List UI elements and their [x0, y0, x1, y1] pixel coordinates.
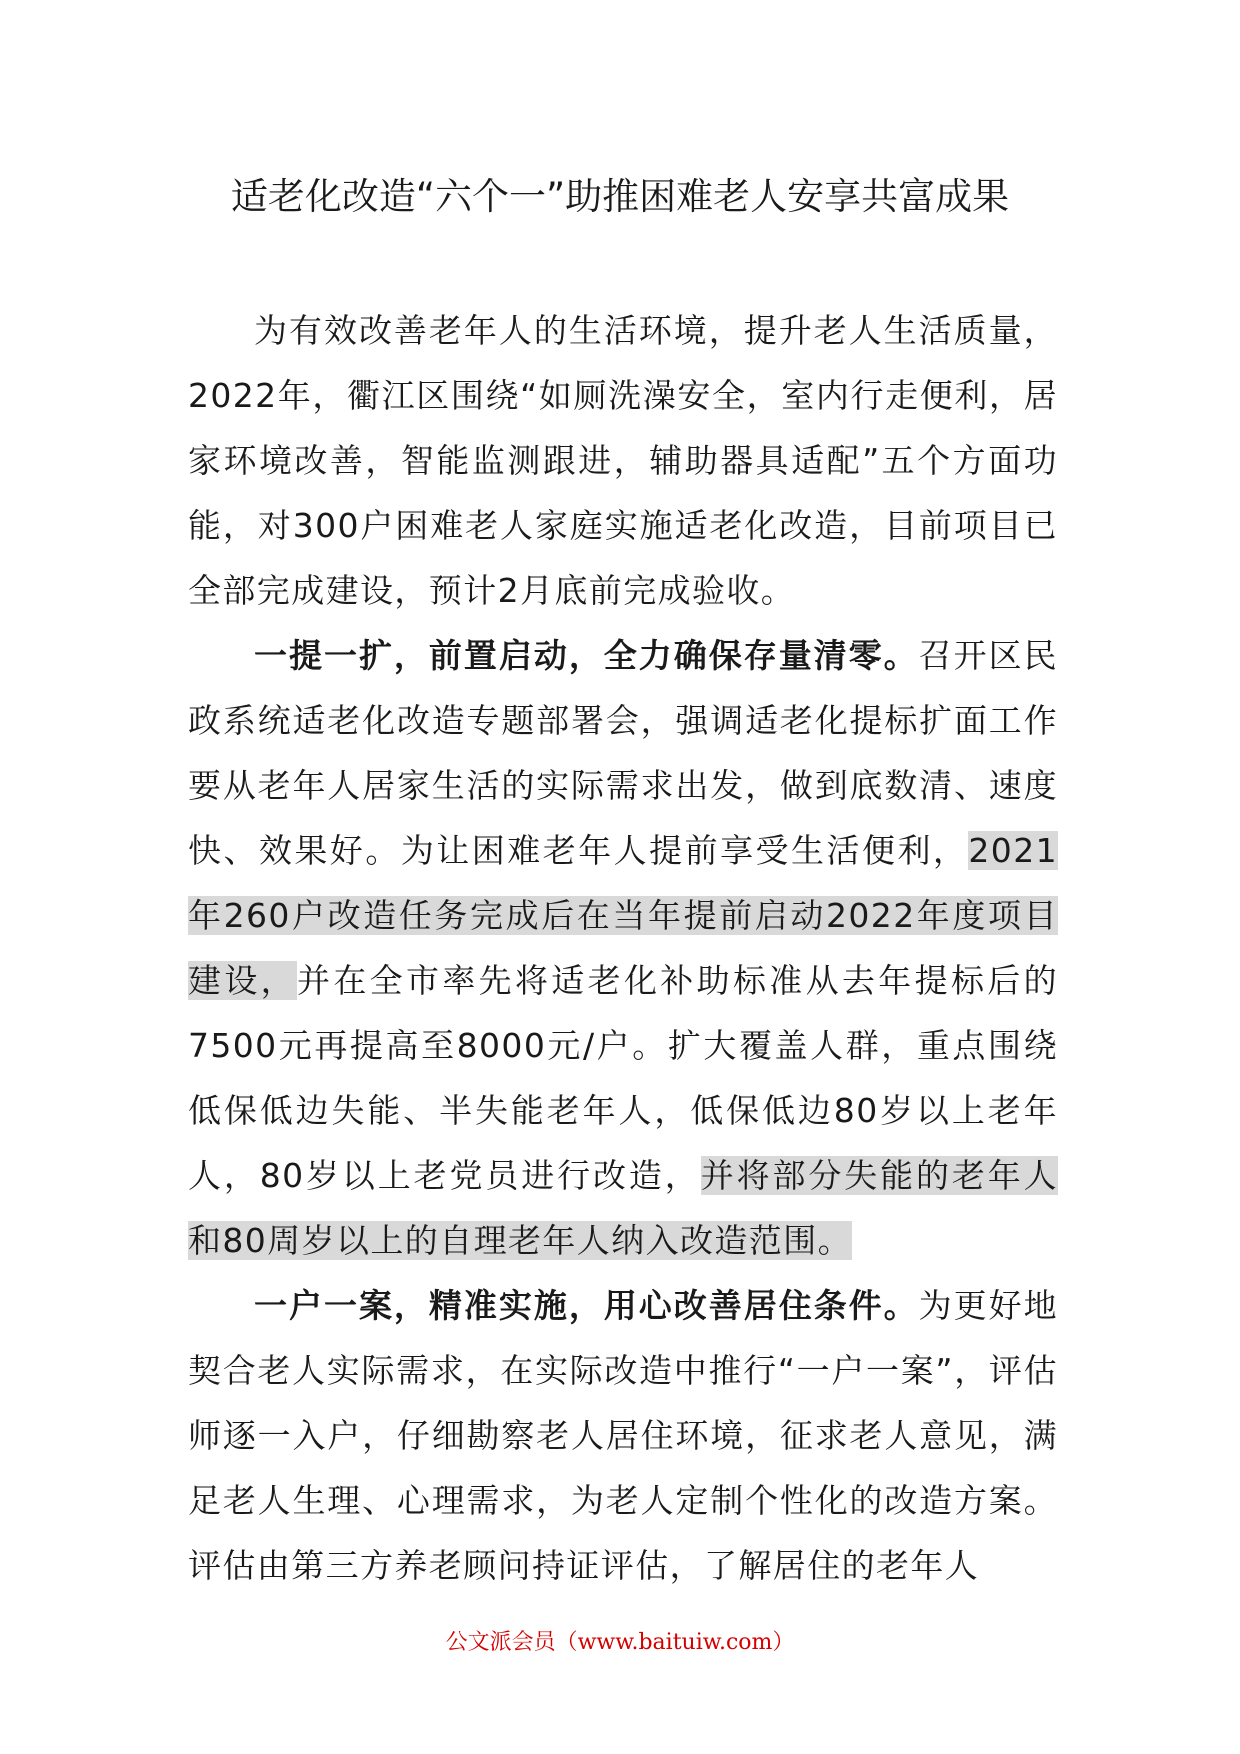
document-body — [188, 298, 1058, 1598]
section-one-text-a: 召开区民政系统适老化改造专题部署会，强调适老化提标扩面工作要从老年人居家生活的实际需求出发，做到底数清、速度快、效果好。为让困难老年人提前享受生活便利， — [188, 636, 1058, 870]
paragraph-intro: 为有效改善老年人的生活环境，提升老人生活质量，2022年，衢江区围绕“如厕洗澡安全，室内行走便利，居家环境改善，智能监测跟进，辅助器具适配”五个方面功能，对300户困难老人家庭实施适老化改造，目前项目已全部完成建设，预计2月底前完成验收。 — [188, 311, 1058, 610]
section-two-lead: 一户一案，精准实施，用心改善居住条件。 — [254, 1286, 919, 1325]
section-two-text: 为更好地契合老人实际需求，在实际改造中推行“一户一案”，评估师逐一入户，仔细勘察老人居住环境，征求老人意见，满足老人生理、心理需求，为老人定制个性化的改造方案。评估由第三方养老顾问持证评估，了解居住的老年人 — [188, 1286, 1058, 1585]
section-one-lead: 一提一扩，前置启动，全力确保存量清零。 — [254, 636, 919, 675]
document-title: 适老化改造“六个一”助推困难老人安享共富成果 — [230, 175, 1010, 218]
paragraph-section-one — [188, 623, 1058, 1273]
section-one-text-b: 并在全市率先将适老化补助标准从去年提标后的7500元再提高至8000元/户。扩大覆盖人群，重点围绕低保低边失能、半失能老年人，低保低边80岁以上老年人，80岁以上老党员进行改造， — [188, 961, 1059, 1195]
footer-watermark: 公文派会员（www.baituiw.com） — [445, 1630, 795, 1655]
paragraph-section-two — [188, 1273, 1058, 1598]
section-one-highlight-b: 并将部分失能的老年人和80周岁以上的自理老年人纳入改造范围。 — [188, 1156, 1058, 1260]
section-one-highlight-a: 2021年260户改造任务完成后在当年提前启动2022年度项目建设， — [188, 831, 1058, 1000]
